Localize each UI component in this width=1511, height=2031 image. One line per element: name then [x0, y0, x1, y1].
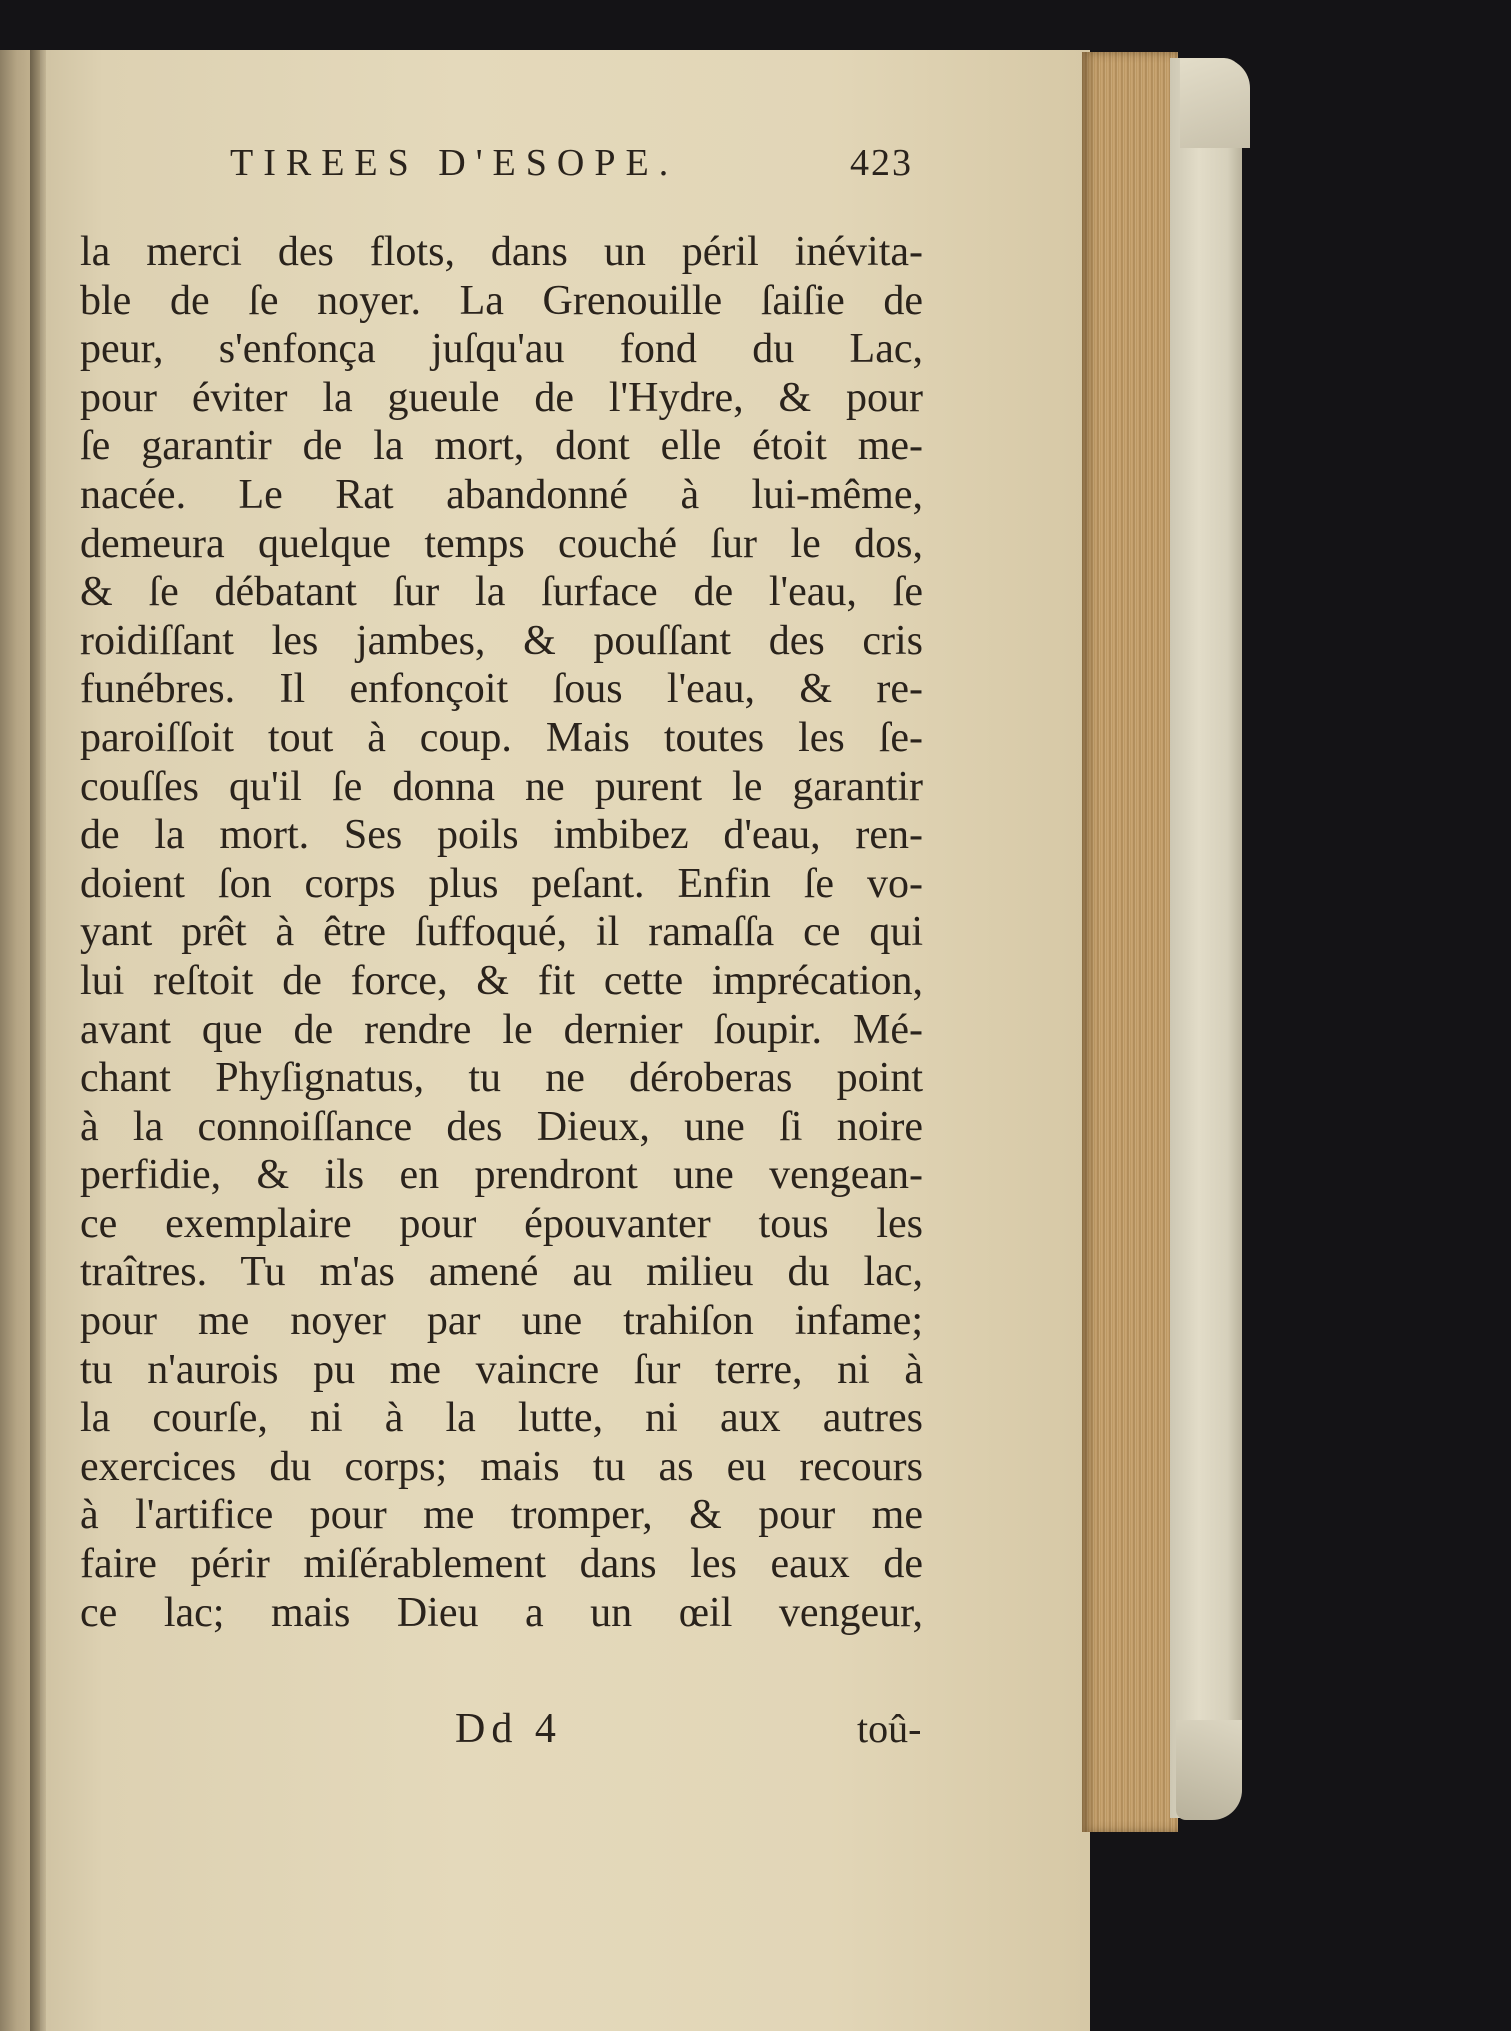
- text-line: ce lac; mais Dieu a un œil vengeur,: [80, 1589, 923, 1636]
- text-line: chant Phyſignatus, tu ne déroberas point: [80, 1055, 923, 1102]
- text-line: paroiſſoit tout à coup. Mais toutes les ſe-: [80, 714, 923, 761]
- page-number: 423: [850, 142, 913, 184]
- cover-corner-top: [1180, 58, 1250, 148]
- text-line: à l'artifice pour me tromper, & pour me: [80, 1492, 923, 1539]
- text-line: yant prêt à être ſuffoqué, il ramaſſa ce qui: [80, 909, 923, 956]
- text-line: tu n'aurois pu me vaincre ſur terre, ni à: [80, 1346, 923, 1393]
- running-head: TIREES D'ESOPE.: [230, 142, 679, 184]
- text-line: funébres. Il enfonçoit ſous l'eau, & re-: [80, 666, 923, 713]
- text-line: faire périr miſérablement dans les eaux de: [80, 1541, 923, 1588]
- text-line: ce exemplaire pour épouvanter tous les: [80, 1200, 923, 1247]
- text-line: nacée. Le Rat abandonné à lui-même,: [80, 471, 923, 518]
- text-line: roidiſſant les jambes, & pouſſant des cris: [80, 617, 923, 664]
- signature-mark: Dd 4: [455, 1706, 562, 1752]
- text-line: demeura quelque temps couché ſur le dos,: [80, 520, 923, 567]
- text-line: peur, s'enfonça juſqu'au fond du Lac,: [80, 326, 923, 373]
- text-line: perfidie, & ils en prendront une vengean-: [80, 1152, 923, 1199]
- text-line: à la connoiſſance des Dieux, une ſi noire: [80, 1103, 923, 1150]
- catchword: toû-: [857, 1706, 922, 1751]
- text-line: doient ſon corps plus peſant. Enfin ſe vo-: [80, 860, 923, 907]
- body-text: [80, 228, 923, 1637]
- text-line: lui reſtoit de force, & fit cette imprécation,: [80, 957, 923, 1004]
- text-line: de la mort. Ses poils imbibez d'eau, ren-: [80, 812, 923, 859]
- text-line: & ſe débatant ſur la ſurface de l'eau, ſe: [80, 569, 923, 616]
- text-line: exercices du corps; mais tu as eu recours: [80, 1443, 923, 1490]
- page-block-edges: [1082, 52, 1178, 1832]
- text-line: avant que de rendre le dernier ſoupir. Mé-: [80, 1006, 923, 1053]
- text-line: ſe garantir de la mort, dont elle étoit me-: [80, 423, 923, 470]
- text-line: pour me noyer par une trahiſon infame;: [80, 1298, 923, 1345]
- text-line: pour éviter la gueule de l'Hydre, & pour: [80, 374, 923, 421]
- text-line: couſſes qu'il ſe donna ne purent le garantir: [80, 763, 923, 810]
- text-line: la merci des flots, dans un péril inévita-: [80, 229, 923, 275]
- text-line: traîtres. Tu m'as amené au milieu du lac,: [80, 1249, 923, 1296]
- text-line: ble de ſe noyer. La Grenouille ſaiſie de: [80, 277, 923, 324]
- gutter-shadow: [30, 50, 46, 2031]
- cover-corner-bottom: [1176, 1720, 1242, 1820]
- text-line: la courſe, ni à la lutte, ni aux autres: [80, 1395, 923, 1442]
- vellum-cover-edge: [1170, 58, 1242, 1818]
